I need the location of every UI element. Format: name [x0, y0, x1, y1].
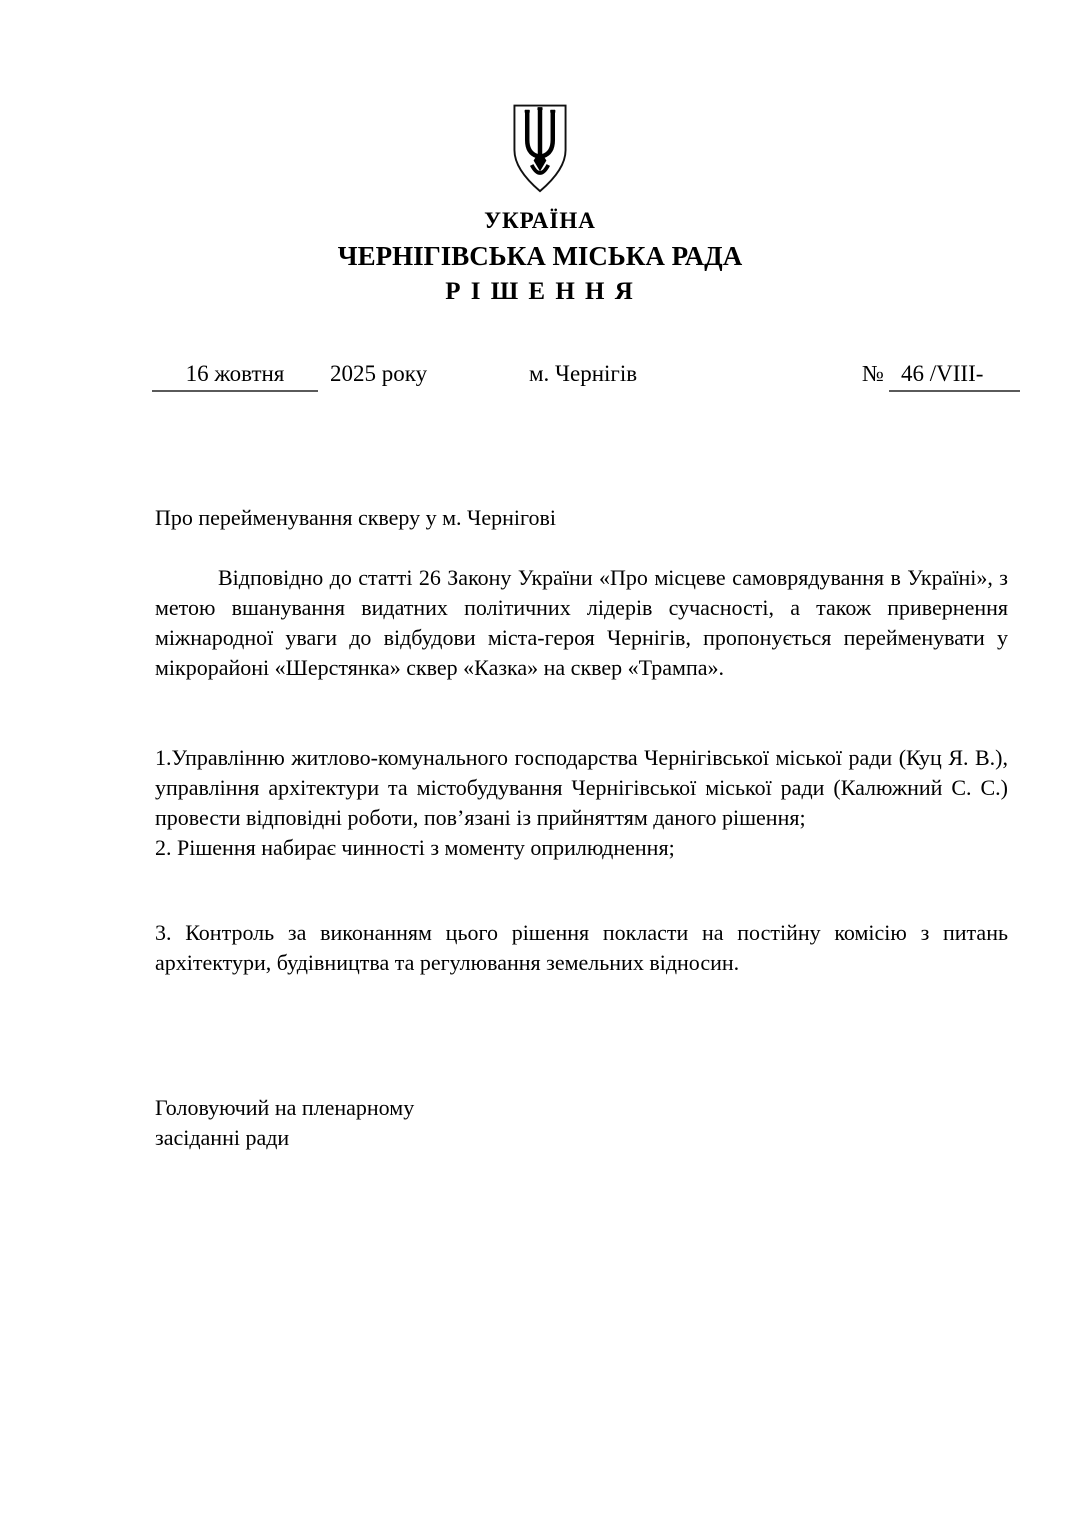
- subject-line: Про перейменування скверу у м. Чернігові: [155, 505, 556, 530]
- country-title: УКРАЇНА: [484, 208, 596, 233]
- signature-block: [155, 1093, 1008, 1153]
- dateline: [0, 361, 1080, 397]
- decision-item-1: 1.Управлінню житлово-комунального господарства Чернігівської міської ради (Куц Я. В.), управління архітектури та містобудування Чернігівської міської ради (Калюжний С. С.) провести відповідні роботи, пов’язані із прийняттям даного рішення;: [155, 745, 1008, 830]
- decision-city: м. Чернігів: [529, 361, 638, 386]
- signature-line-1: Головуючий на пленарному: [155, 1095, 415, 1120]
- signature-line-2: засіданні ради: [155, 1125, 290, 1150]
- decision-item-3: 3. Контроль за виконанням цього рішення покласти на постійну комісію з питань архітектури, будівництва та регулювання земельних відносин.: [155, 920, 1008, 975]
- decision-year: 2025 року: [330, 361, 428, 386]
- decision-number: 46 /VIII-: [889, 361, 1020, 392]
- decision-items-1-2: [155, 743, 1008, 863]
- number-sign: №: [862, 361, 884, 386]
- document-type-title: Р І Ш Е Н Н Я: [445, 278, 635, 305]
- decision-item-2: 2. Рішення набирає чинності з моменту оприлюднення;: [155, 835, 675, 860]
- preamble-paragraph: Відповідно до статті 26 Закону України «Про місцеве самоврядування в Україні», з метою вшанування видатних політичних лідерів сучасності, а також привернення міжнародної уваги до відбудови міста-героя Чернігів, пропонується перейменувати у мікрорайоні «Шерстянка» сквер «Казка» на сквер «Трампа».: [155, 565, 1008, 680]
- authority-title: ЧЕРНІГІВСЬКА МІСЬКА РАДА: [337, 241, 743, 271]
- decision-date: 16 жовтня: [152, 361, 318, 392]
- ukraine-trident-emblem-icon: [508, 103, 572, 195]
- document-header: [0, 103, 1080, 306]
